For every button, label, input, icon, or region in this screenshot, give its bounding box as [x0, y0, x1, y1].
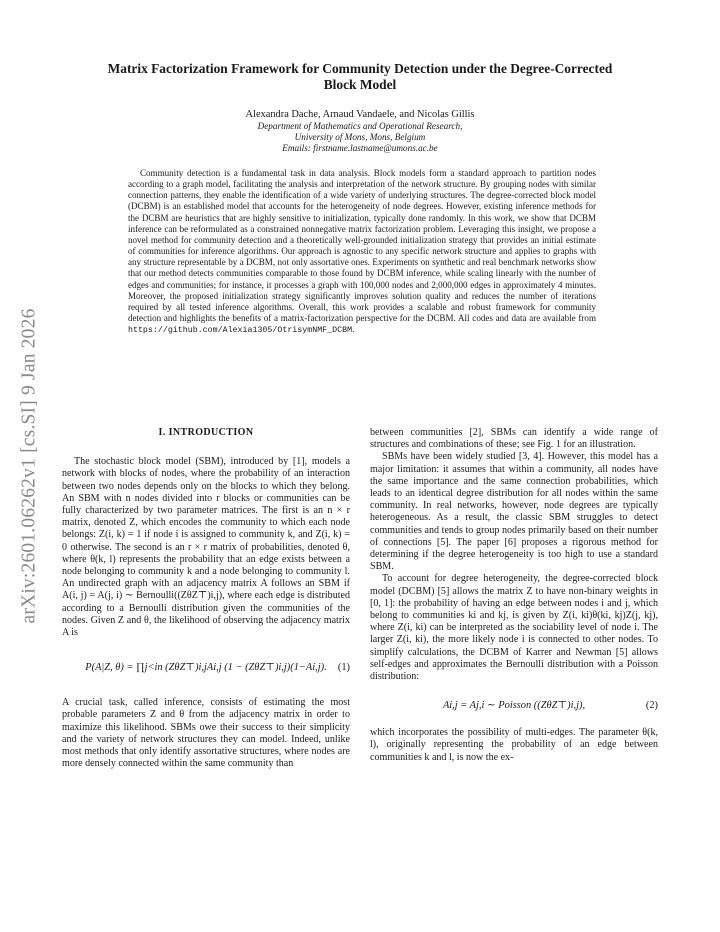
right-column — [370, 427, 658, 764]
code-repository-link[interactable]: https://github.com/Alexia1305/OtrisymNMF_DCBM — [128, 326, 353, 336]
equation-likelihood — [62, 646, 350, 690]
paper-authors: Alexandra Dache, Arnaud Vandaele, and Nicolas Gillis — [245, 109, 475, 120]
abstract-end-period: . — [352, 324, 355, 335]
intro-paragraph-sbm-limitation: SBMs have been widely studied [3, 4]. However, this model has a major limitation: it assumes that within a community, all nodes have the same importance and the same connection probabilities, which leads to an identical degree distribution for all nodes within the same community. In real networks, however, node degrees are typically heterogeneous. As a result, the classic SBM struggles to detect communities and tends to group nodes primarily based on their number of connections [5]. The paper [6] proposes a rigorous method for determining if the degree heterogeneity is too high to use a standard SBM. — [370, 451, 658, 573]
intro-paragraph-inference-continued: between communities [2], SBMs can identify a wide range of structures and combinations of these; see Fig. 1 for an illustration. — [370, 427, 658, 451]
arxiv-identifier-stamp — [8, 266, 52, 666]
intro-paragraph-sbm: The stochastic block model (SBM), introduced by [1], models a network with blocks of nodes, where the probability of an interaction between two nodes depends only on the blocks to which they belong. An SBM with n nodes divided into r blocks or communities can be fully characterized by two parameter matrices. The first is an n × r matrix, denoted Z, which encodes the community to which each node belongs: Z(i, k) = 1 if node i is assigned to community k, and Z(i, k) = 0 otherwise. The second is an r × r matrix of probabilities, denoted θ, where θ(k, l) represents the probability that an edge exists between a node belonging to community k and a node belonging to community l. An undirected graph with an adjacency matrix A follows an SBM if A(i, j) = A(j, i) ∼ Bernoulli((ZθZ⊤)i,j), where each edge is distributed according to a Bernoulli distribution given the communities of the nodes. Given Z and θ, the likelihood of observing the adjacency matrix A is — [62, 456, 350, 639]
author-affiliation — [100, 121, 620, 155]
paper-title: Matrix Factorization Framework for Community Detection under the Degree-Corrected Block Model — [107, 61, 613, 92]
abstract-text: Community detection is a fundamental task in data analysis. Block models form a standard approach to partition nodes according to a graph model, facilitating the analysis and interpretation of the network structure. By grouping nodes with similar connection patterns, they enable the identification of a wide variety of underlying structures. The degree-corrected block model (DCBM) is an established model that accounts for the heterogeneity of node degrees. However, existing inference methods for the DCBM are heuristics that are highly sensitive to initialization, typically done randomly. In this work, we show that DCBM inference can be reformulated as a constrained nonnegative matrix factorization problem. Leveraging this insight, we propose a novel method for community detection and a theoretically well-grounded initialization strategy that provides an initial estimate of communities for inference algorithms. Our approach is agnostic to any specific network structure and applies to graphs with any structure representable by a DCBM, not only assortative ones. Experiments on synthetic and real benchmark networks show that our method detects communities comparable to those found by DCBM inference, while scaling linearly with the number of edges and communities; for instance, it processes a graph with 100,000 nodes and 2,000,000 edges in approximately 4 minutes. Moreover, the proposed initialization strategy significantly improves solution quality and reduces the number of iterations required by all tested inference algorithms. Overall, this work provides a scalable and robust framework for community detection and highlights the benefits of a matrix-factorization perspective for the DCBM. All codes and data are available from — [128, 168, 596, 324]
affiliation-university: University of Mons, Mons, Belgium — [294, 132, 426, 143]
section-heading-introduction: I. INTRODUCTION — [158, 427, 254, 438]
intro-paragraph-multi-edges: which incorporates the possibility of multi-edges. The parameter θ(k, l), originally representing the probability of an edge between communities k and l, is now the ex- — [370, 727, 658, 763]
equation-poisson — [370, 691, 658, 721]
left-column — [62, 427, 350, 770]
affiliation-emails: Emails: firstname.lastname@umons.ac.be — [282, 143, 438, 154]
intro-paragraph-dcbm: To account for degree heterogeneity, the degree-corrected block model (DCBM) [5] allows the matrix Z to have non-binary weights in [0, 1]: the probability of having an edge between nodes i and j, which belong to communities ki and kj, is given by Z(i, ki)θ(ki, kj)Z(j, kj), where Z(i, ki) can be interpreted as the sociability level of node i. The larger Z(i, ki), the more likely node i is connected to other nodes. To simplify calculations, the DCBM of Karrer and Newman [5] allows self-edges and approximates the Bernoulli distribution with a Poisson distribution: — [370, 573, 658, 683]
affiliation-department: Department of Mathematics and Operational Research, — [257, 121, 463, 131]
arxiv-stamp-text: arXiv:2601.06262v1 [cs.SI] 9 Jan 2026 — [19, 308, 40, 624]
equation-poisson-formula: Ai,j = Aj,i ∼ Poisson ((ZθZ⊤)i,j), — [442, 700, 586, 712]
abstract-paragraph — [128, 168, 596, 336]
abstract — [128, 168, 596, 336]
intro-paragraph-inference: A crucial task, called inference, consists of estimating the most probable parameters Z and θ from the adjacency matrix in order to maximize this likelihood. SBMs owe their success to their simplicity and the variety of network structures they can model. Indeed, unlike most methods that only identify assortative structures, where nodes are more densely connected within the same community than — [62, 697, 350, 770]
equation-number-1: (1) — [337, 662, 350, 674]
equation-number-2: (2) — [645, 700, 658, 712]
equation-likelihood-formula: P(A|Z, θ) = ∏j<in (ZθZ⊤)i,jAi,j (1 − (ZθZ⊤)i,j)(1−Ai,j). — [85, 662, 327, 674]
